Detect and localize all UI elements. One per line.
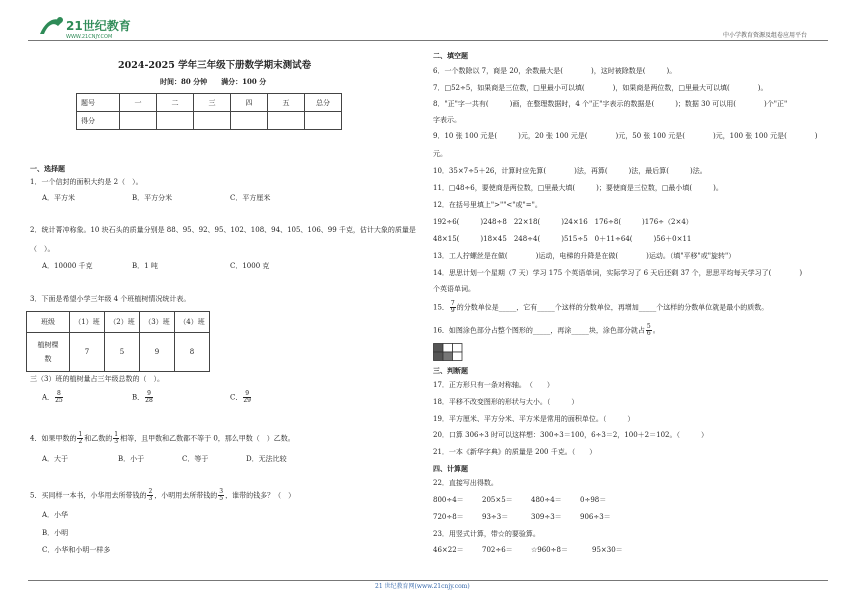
q2-option-b[interactable]: B．1 吨 <box>132 262 158 270</box>
header-divider <box>28 40 828 41</box>
score-row-label: 得分 <box>77 112 120 130</box>
exam-meta: 时间：80 分钟 满分：100 分 <box>160 77 267 86</box>
q3-option-c[interactable]: C． $\frac{9}{29}$ <box>230 390 251 404</box>
q4-option-c[interactable]: C．等于 <box>182 455 209 463</box>
q12-row1: 192÷6( )248÷8 22×18( )24×16 176÷8( )176÷（2×4） <box>433 218 693 226</box>
plant-value: 8 <box>175 333 210 372</box>
q20-text: 20．口算 306÷3 时可以这样想：300÷3＝100，6÷3＝2，100＋2＝102。（ ） <box>433 431 708 439</box>
plant-header: 班级 <box>27 312 70 333</box>
calc-item: 93÷3＝ <box>482 513 509 521</box>
score-header: 一 <box>120 94 157 112</box>
plant-header: （1）班 <box>70 312 105 333</box>
q3-option-a[interactable]: A． $\frac{8}{25}$ <box>42 390 63 404</box>
platform-label: 中小学教育资源及组卷应用平台 <box>723 32 808 39</box>
q2-line2: （ ）。 <box>30 245 55 253</box>
q9-line1: 9．10 张 100 元是( )元，20 张 100 元是( )元，50 张 100 元是( )元，100 张 100 元是( ) <box>433 132 818 140</box>
q8-line1: 8．"正"字一共有( )画，在整理数据时，4 个"正"字表示的数据是( )；数据 30 可以用( )个"正" <box>433 100 788 108</box>
calc-item: 95×30＝ <box>592 546 623 554</box>
score-cell[interactable] <box>120 112 157 130</box>
section4-title: 四、计算题 <box>433 464 468 473</box>
q5-option-c[interactable]: C．小华和小明一样多 <box>42 546 111 554</box>
calc-item: 0÷98＝ <box>580 496 607 504</box>
calc-item: 702÷6＝ <box>482 546 513 554</box>
q5-text: 5．买同样一本书，小华用去所带钱的 $\frac{2}{3}$ ，小明用去所带钱的 $\frac{3}{5}$ ，谁带的钱多？（ ） <box>30 488 296 502</box>
calc-item: 46×22＝ <box>433 546 464 554</box>
score-header: 总分 <box>305 94 342 112</box>
calc-item: 205×5＝ <box>482 496 513 504</box>
q17-text: 17．正方形只有一条对称轴。 （ ） <box>433 381 554 389</box>
score-header: 三 <box>194 94 231 112</box>
q23-text: 23．用竖式计算，带☆的要验算。 <box>433 530 540 538</box>
q12-text: 12．在括号里填上">""<"或"="。 <box>433 201 542 209</box>
section1-title: 一、选择题 <box>30 164 65 173</box>
plant-row-label: 植树棵 数 <box>27 333 70 372</box>
calc-item: ☆960÷8＝ <box>531 546 568 554</box>
q3-text: 3．下面是希望小学三年级 4 个班植树情况统计表。 <box>30 295 191 303</box>
q19-text: 19．平方厘米、平方分米、平方米是常用的面积单位。（ ） <box>433 415 635 423</box>
q4-text: 4．如果甲数的 $\frac{1}{2}$ 和乙数的 $\frac{1}{3}$ 相等，且甲数和乙数都不等于 0，那么甲数（ ）乙数。 <box>30 431 295 445</box>
q14-line1: 14．思思计划一个星期（7 天）学习 175 个英语单词，实际学习了 6 天后还剩 37 个，思思平均每天学习了( ) <box>433 269 803 277</box>
plant-header: （2）班 <box>105 312 140 333</box>
q3-question: 三（3）班的植树量占三年级总数的（ ）。 <box>30 375 164 383</box>
score-header: 题号 <box>77 94 120 112</box>
section3-title: 三、判断题 <box>433 366 468 375</box>
score-cell[interactable] <box>305 112 342 130</box>
q1-option-c[interactable]: C．平方厘米 <box>230 194 271 202</box>
shaded-grid-figure <box>433 343 463 365</box>
score-cell[interactable] <box>194 112 231 130</box>
score-header: 五 <box>268 94 305 112</box>
score-cell[interactable] <box>268 112 305 130</box>
score-header: 二 <box>157 94 194 112</box>
score-table <box>76 93 342 130</box>
plant-header: （4）班 <box>175 312 210 333</box>
q5-option-a[interactable]: A．小华 <box>42 511 69 519</box>
plant-value: 5 <box>105 333 140 372</box>
logo-text: 21世纪教育 <box>66 19 131 33</box>
q15-text: 15． $\frac{7}{9}$ 的分数单位是_____，它有_____个这样的分数单位，再增加_____个这样的分数单位就是最小的质数。 <box>433 300 769 314</box>
q22-text: 22．直接写出得数。 <box>433 479 498 487</box>
q21-text: 21．一本《新华字典》的质量是 200 千克。（ ） <box>433 448 597 456</box>
logo-sub: WWW.21CNJY.COM <box>66 34 113 40</box>
q2-option-c[interactable]: C．1000 克 <box>230 262 270 270</box>
score-cell[interactable] <box>157 112 194 130</box>
calc-item: 309÷3＝ <box>531 513 562 521</box>
planting-table <box>26 311 210 372</box>
q6-text: 6．一个数除以 7，商是 20，余数最大是( )，这时被除数是( )。 <box>433 67 677 75</box>
q2-line1: 2．统计菁冲称象。10 块石头的质量分别是 88、95、92、95、102、108、94、105、106、99 千克，估计大象的质量是 <box>30 226 416 234</box>
calc-item: 480÷4＝ <box>531 496 562 504</box>
q16-text: 16．如图涂色部分占整个图形的_____，再涂_____块，涂色部分就占 $\frac{5}{6}$ 。 <box>433 323 660 337</box>
section2-title: 二、填空题 <box>433 51 468 60</box>
q9-line2: 元。 <box>433 150 447 158</box>
q4-option-d[interactable]: D．无法比较 <box>246 455 287 463</box>
q10-text: 10．35×7÷5＋26，计算时应先算( )法，再算( )法，最后算( )法。 <box>433 167 707 175</box>
q13-text: 13．工人拧螺丝是在做( )运动，电梯的升降是在做( )运动。（填"平移"或"旋转"） <box>433 252 736 260</box>
calc-item: 906÷3＝ <box>580 513 611 521</box>
site-logo <box>36 12 131 42</box>
q1-text: 1．一个信封的面积大约是 2（ ）。 <box>30 178 143 186</box>
q12-row2: 48×15( )18×45 248÷4( )515÷5 0＋11÷64( )56＋0×11 <box>433 235 692 243</box>
plant-value: 7 <box>70 333 105 372</box>
score-cell[interactable] <box>231 112 268 130</box>
exam-title: 2024-2025 学年三年级下册数学期末测试卷 <box>118 60 312 71</box>
score-header: 四 <box>231 94 268 112</box>
q1-option-b[interactable]: B．平方分米 <box>132 194 173 202</box>
calc-item: 800÷4＝ <box>433 496 464 504</box>
q3-option-b[interactable]: B． $\frac{9}{28}$ <box>132 390 153 404</box>
plant-header: （3）班 <box>140 312 175 333</box>
q4-option-a[interactable]: A．大于 <box>42 455 69 463</box>
footer-link[interactable]: 21 世纪教育网(www.21cnjy.com) <box>375 583 470 590</box>
q18-text: 18．平移不改变图形的形状与大小。（ ） <box>433 398 579 406</box>
plant-value: 9 <box>140 333 175 372</box>
q7-text: 7．□52÷5，如果商是三位数，□里最小可以填( )，如果商是两位数，□里最大可以填( )。 <box>433 84 768 92</box>
footer-divider <box>28 580 828 581</box>
q5-option-b[interactable]: B．小明 <box>42 529 69 537</box>
q11-text: 11．□48÷6，要使商是两位数，□里最大填( )；要使商是三位数，□最小填( )。 <box>433 184 723 192</box>
calc-item: 720÷8＝ <box>433 513 464 521</box>
q2-option-a[interactable]: A．10000 千克 <box>42 262 93 270</box>
q4-option-b[interactable]: B．小于 <box>118 455 145 463</box>
q8-line2: 字表示。 <box>433 116 461 124</box>
q1-option-a[interactable]: A．平方米 <box>42 194 76 202</box>
q14-line2: 个英语单词。 <box>433 285 475 293</box>
